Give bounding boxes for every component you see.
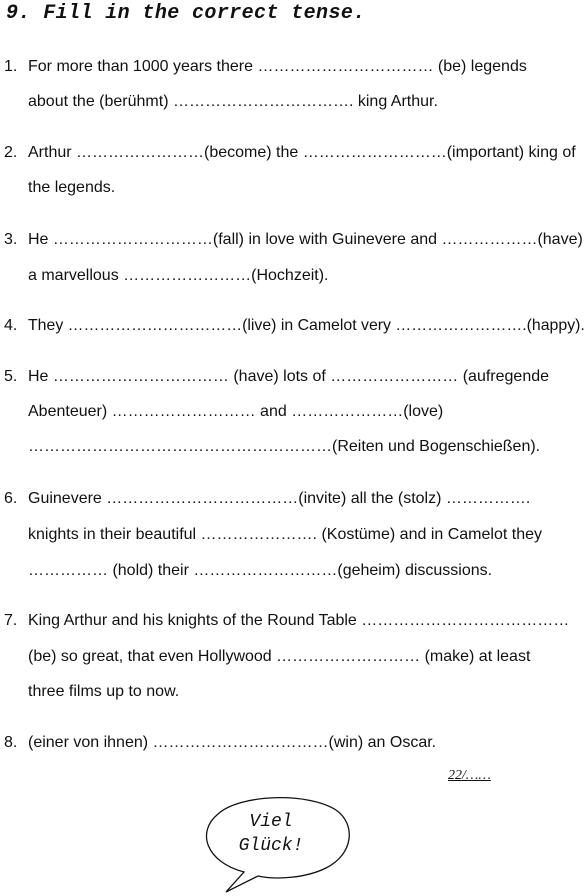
bubble-line-2: Glück! xyxy=(238,836,304,856)
item-text-line: He …………………………(fall) in love with Guinevere and ………………(have) xyxy=(28,231,583,248)
item-text-line: He …………………………… (have) lots of …………………… (aufregende xyxy=(28,368,550,385)
item-text-line: about the (berühmt) ……………………………. king Arthur. xyxy=(28,93,438,110)
item-text-line: three films up to now. xyxy=(28,683,180,700)
item-text-line: (einer von ihnen) ……………………………(win) an Oscar. xyxy=(28,734,437,751)
item-text-line: …………………………………………………(Reiten und Bogenschießen). xyxy=(28,438,541,455)
item-text-line: the legends. xyxy=(28,179,116,196)
speech-bubble-text xyxy=(226,810,316,858)
item-text-line: a marvellous ……………………(Hochzeit). xyxy=(28,267,329,284)
item-text-line: They ……………………………(live) in Camelot very …………………….(happy). xyxy=(28,317,585,334)
item-text-line: knights in their beautiful …………………. (Kostüme) and in Camelot they xyxy=(28,526,542,543)
bubble-line-1: Viel xyxy=(249,812,293,832)
exercise-title: 9. Fill in the correct tense. xyxy=(6,2,366,25)
item-text-line: …………… (hold) their ………………………(geheim) discussions. xyxy=(28,562,493,579)
item-number: 6. xyxy=(4,490,18,507)
score-total: 22/…… xyxy=(448,768,491,783)
item-text-line: Guinevere ………………………………(invite) all the (stolz) ……………. xyxy=(28,490,531,507)
item-number: 2. xyxy=(4,144,18,161)
item-number: 5. xyxy=(4,368,18,385)
item-text-line: For more than 1000 years there …………………………… (be) legends xyxy=(28,58,527,75)
item-number: 4. xyxy=(4,317,18,334)
item-text-line: Arthur ……………………(become) the ………………………(important) king of xyxy=(28,144,576,161)
item-number: 7. xyxy=(4,612,18,629)
item-text-line: Abenteuer) ……………………… and …………………(love) xyxy=(28,403,444,420)
item-number: 8. xyxy=(4,734,18,751)
item-number: 1. xyxy=(4,58,18,75)
item-number: 3. xyxy=(4,231,18,248)
item-text-line: (be) so great, that even Hollywood ……………………… (make) at least xyxy=(28,648,531,665)
item-text-line: King Arthur and his knights of the Round Table ………………………………… xyxy=(28,612,570,629)
